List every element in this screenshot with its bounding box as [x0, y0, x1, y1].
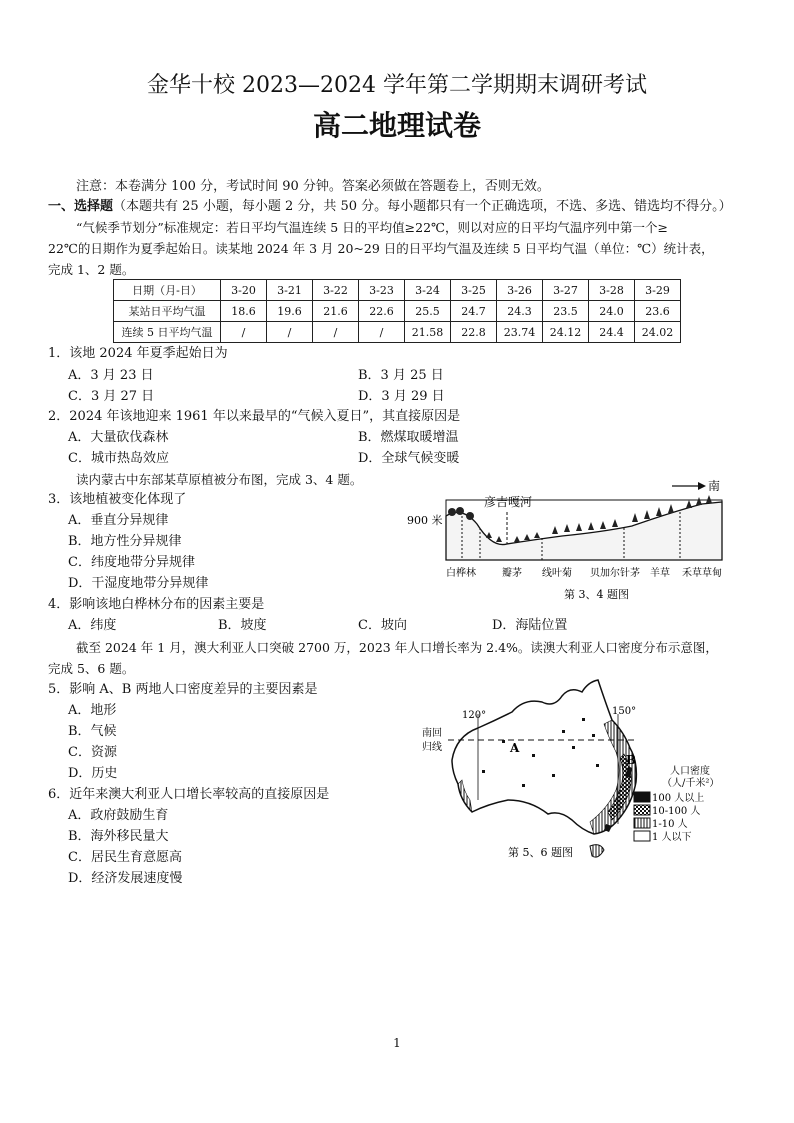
question-2-option-d: D．全球气候变暖	[358, 451, 460, 466]
table-header-cell: 连续 5 日平均气温	[114, 322, 221, 343]
birch-symbol	[456, 507, 464, 515]
longitude-120-label: 120°	[462, 710, 487, 721]
intro-1-2-line3: 完成 1、2 题。	[48, 262, 135, 277]
question-3-stem: 3．该地植被变化体现了	[48, 492, 187, 507]
legend-swatch-below-1	[634, 831, 650, 841]
question-4-option-b: B．坡度	[218, 618, 267, 633]
question-2-option-a: A．大量砍伐森林	[68, 430, 169, 445]
table-cell: 3-24	[405, 280, 451, 301]
table-cell: 24.02	[635, 322, 681, 343]
settlement-dot	[582, 718, 585, 721]
legend-1-10: 1-10 人	[652, 819, 688, 830]
question-4-option-c: C．坡向	[358, 618, 407, 633]
intro-5-6-line1: 截至 2024 年 1 月，澳大利亚人口突破 2700 万，2023 年人口增长率为 2.4%。读澳大利亚人口密度分布示意图，	[76, 640, 718, 655]
question-6-option-b: B．海外移民量大	[68, 829, 169, 844]
table-cell: 21.6	[313, 301, 359, 322]
question-6-stem: 6．近年来澳大利亚人口增长率较高的直接原因是	[48, 787, 330, 802]
table-cell: 3-26	[497, 280, 543, 301]
legend-below-1: 1 人以下	[652, 832, 692, 843]
legend-swatch-10-100	[634, 805, 650, 815]
legend-title-2: （人/千米²）	[662, 778, 720, 789]
table-cell: 3-23	[359, 280, 405, 301]
settlement-dot	[592, 734, 595, 737]
river-label: 彦吉嘎河	[484, 495, 533, 509]
intro-1-2-line2: 22℃的日期作为夏季起始日。读某地 2024 年 3 月 20~29 日的日平均气温及连续 5 日平均气温（单位：℃）统计表，	[48, 241, 714, 256]
label-b: B	[626, 753, 637, 767]
south-label: 南	[708, 479, 721, 493]
question-5-option-c: C．资源	[68, 745, 117, 760]
question-2-stem: 2．2024 年该地迎来 1961 年以来最早的“气候入夏日”，其直接原因是	[48, 409, 461, 424]
table-cell: 24.3	[497, 301, 543, 322]
settlement-dot	[596, 764, 599, 767]
tasmania	[590, 845, 604, 857]
longitude-150-label: 150°	[612, 706, 637, 717]
legend-meadow: 禾草草甸	[682, 568, 722, 579]
page-number: 1	[393, 1036, 401, 1050]
question-3-option-a: A．垂直分异规律	[68, 513, 169, 528]
vegetation-profile-figure	[402, 476, 732, 606]
question-5-option-b: B．气候	[68, 724, 117, 739]
table-cell: 3-27	[543, 280, 589, 301]
legend-swatch-100-plus	[634, 792, 650, 802]
table-cell: 3-22	[313, 280, 359, 301]
exam-title: 金华十校 2023—2024 学年第二学期期末调研考试	[147, 73, 647, 98]
table-cell: 24.0	[589, 301, 635, 322]
question-2-option-b: B．燃煤取暖增温	[358, 430, 459, 445]
settlement-dot	[552, 774, 555, 777]
question-1-option-b: B．3 月 25 日	[358, 368, 444, 383]
tropic-label-2: 归线	[422, 742, 442, 753]
intro-3-4: 读内蒙古中东部某草原植被分布图，完成 3、4 题。	[76, 472, 363, 487]
table-row	[114, 322, 681, 343]
vegetation-legend	[446, 566, 722, 579]
question-5-stem: 5．影响 A、B 两地人口密度差异的主要因素是	[48, 682, 318, 697]
table-header-cell: 日期（月-日）	[114, 280, 221, 301]
question-3-option-b: B．地方性分异规律	[68, 534, 182, 549]
table-cell: 23.74	[497, 322, 543, 343]
intro-5-6-line2: 完成 5、6 题。	[48, 661, 135, 676]
table-cell: 24.7	[451, 301, 497, 322]
question-6-option-d: D．经济发展速度慢	[68, 871, 183, 886]
section-title: 一、选择题	[48, 199, 114, 214]
table-cell: 24.12	[543, 322, 589, 343]
legend-grass-2: 线叶菊	[542, 568, 572, 579]
legend-swatch-1-10	[634, 818, 650, 828]
legend-grass-4: 羊草	[650, 568, 670, 579]
birch-symbol	[448, 508, 456, 516]
question-2-option-c: C．城市热岛效应	[68, 451, 169, 466]
table-cell: 24.4	[589, 322, 635, 343]
table-cell: /	[313, 322, 359, 343]
question-5-option-d: D．历史	[68, 766, 118, 781]
question-4-option-a: A．纬度	[68, 618, 117, 633]
question-6-option-c: C．居民生育意愿高	[68, 850, 182, 865]
table-cell: 3-29	[635, 280, 681, 301]
notice: 注意：本卷满分 100 分，考试时间 90 分钟。答案必须做在答题卷上，否则无效。	[76, 179, 550, 194]
settlement-dot	[482, 770, 485, 773]
temperature-table	[113, 279, 681, 343]
table-cell: 22.8	[451, 322, 497, 343]
table-cell: 19.6	[267, 301, 313, 322]
south-arrow-head	[698, 482, 706, 490]
intro-1-2-line1: “气候季节划分”标准规定：若日平均气温连续 5 日的平均值≥22℃，则以对应的日平均气温序列中第一个≥	[76, 220, 669, 235]
settlement-dot	[532, 754, 535, 757]
question-1-option-d: D．3 月 29 日	[358, 389, 445, 404]
settlement-dot	[572, 746, 575, 749]
table-header-cell: 某站日平均气温	[114, 301, 221, 322]
table-cell: 18.6	[221, 301, 267, 322]
question-1-stem: 1．该地 2024 年夏季起始日为	[48, 346, 228, 361]
table-row	[114, 301, 681, 322]
legend-birch: 白桦林	[446, 568, 476, 579]
question-4-option-d: D．海陆位置	[492, 618, 568, 633]
table-cell: 21.58	[405, 322, 451, 343]
figure-3-4-caption: 第 3、4 题图	[564, 588, 629, 601]
tropic-label-1: 南回	[422, 728, 442, 739]
legend-100-plus: 100 人以上	[652, 793, 705, 804]
table-cell: /	[359, 322, 405, 343]
question-3-option-d: D．干湿度地带分异规律	[68, 576, 209, 591]
section-desc: （本题共有 25 小题，每小题 2 分，共 50 分。每小题都只有一个正确选项，不选、多选、错选均不得分。）	[113, 199, 732, 214]
legend-title-1: 人口密度	[670, 766, 710, 777]
table-cell: 3-28	[589, 280, 635, 301]
table-cell: 22.6	[359, 301, 405, 322]
birch-symbol	[466, 512, 474, 520]
table-cell: 23.5	[543, 301, 589, 322]
question-1-option-a: A．3 月 23 日	[68, 368, 154, 383]
legend-grass-1: 瓣茅	[502, 568, 522, 579]
question-6-option-a: A．政府鼓励生育	[68, 808, 169, 823]
legend-10-100: 10-100 人	[652, 806, 701, 817]
figure-5-6-caption: 第 5、6 题图	[508, 846, 573, 859]
question-1-option-c: C．3 月 27 日	[68, 389, 155, 404]
table-cell: 3-21	[267, 280, 313, 301]
table-cell: /	[221, 322, 267, 343]
terrain-profile	[446, 502, 722, 560]
settlement-dot	[522, 784, 525, 787]
settlement-dot	[562, 730, 565, 733]
question-4-stem: 4．影响该地白桦林分布的因素主要是	[48, 597, 265, 612]
table-cell: 3-25	[451, 280, 497, 301]
question-5-option-a: A．地形	[68, 703, 117, 718]
australia-map-figure	[412, 674, 732, 864]
question-3-option-c: C．纬度地带分异规律	[68, 555, 195, 570]
table-cell: /	[267, 322, 313, 343]
table-row	[114, 280, 681, 301]
table-cell: 3-20	[221, 280, 267, 301]
elevation-label: 900 米	[407, 514, 443, 527]
section-heading	[48, 196, 732, 217]
legend-grass-3: 贝加尔针茅	[590, 568, 640, 579]
table-cell: 23.6	[635, 301, 681, 322]
exam-subtitle: 高二地理试卷	[312, 109, 481, 142]
table-cell: 25.5	[405, 301, 451, 322]
label-a: A	[510, 741, 520, 755]
